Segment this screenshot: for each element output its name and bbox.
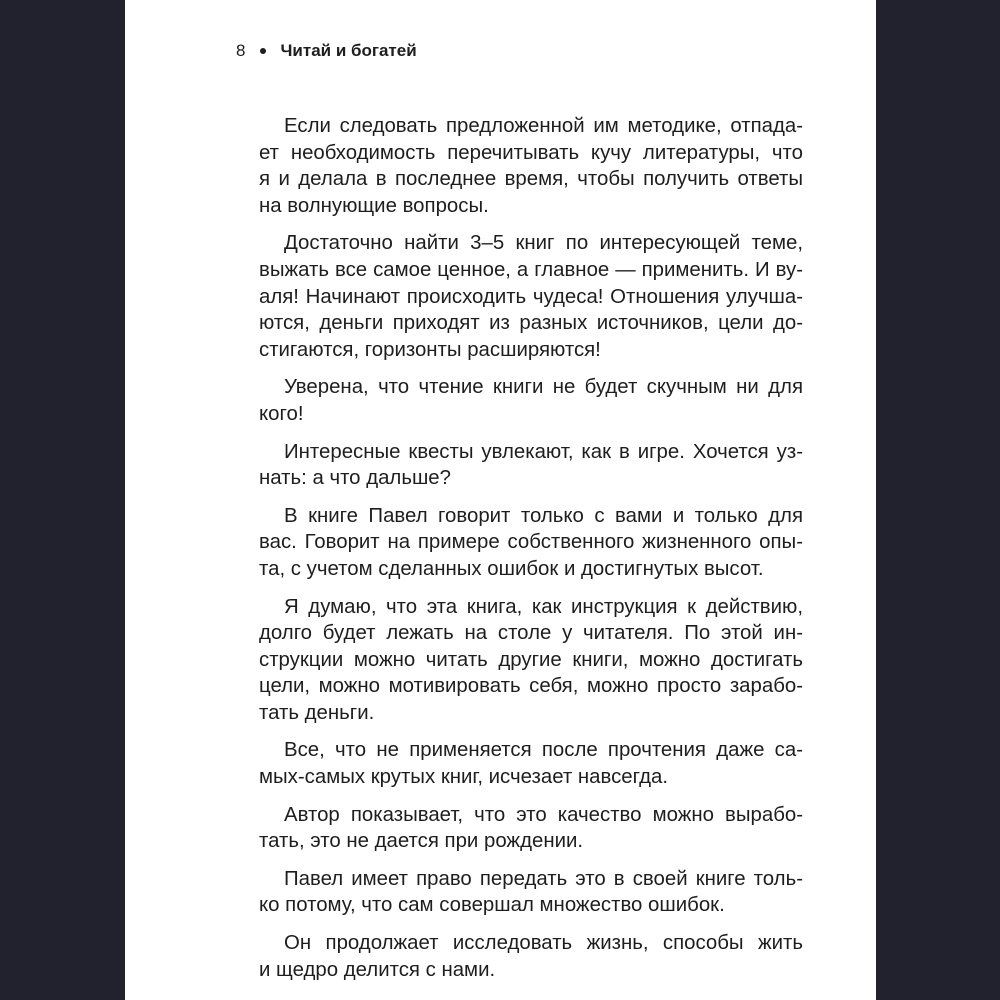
book-page — [125, 0, 876, 1000]
text-line: на волнующие вопросы. — [259, 194, 489, 217]
text-line: та, с учетом сделанных ошибок и достигнутых высот. — [259, 557, 764, 580]
text-line: тать, это не дается при рождении. — [259, 830, 584, 853]
paragraph — [259, 374, 803, 427]
text-line: Все, что не применяется после прочтения даже са- — [284, 739, 803, 762]
paragraph — [259, 113, 803, 219]
text-line: я и делала в последнее время, чтобы получить ответы — [259, 168, 803, 191]
text-line: тать деньги. — [259, 701, 375, 724]
paragraph — [259, 594, 803, 727]
text-line: нать: а что дальше? — [259, 467, 451, 490]
text-line: Автор показывает, что это качество можно вырабо- — [284, 803, 803, 826]
text-line: Если следовать предложенной им методике, отпада- — [284, 115, 803, 137]
text-line: аля! Начинают происходить чудеса! Отношения улучша- — [259, 285, 803, 308]
paragraph — [259, 503, 803, 583]
text-line: Достаточно найти 3–5 книг по интересующей теме, — [284, 232, 803, 255]
running-head — [236, 38, 417, 64]
text-line: ются, деньги приходят из разных источников, цели до- — [259, 312, 803, 335]
text-line: Павел имеет право передать это в своей книге толь- — [284, 867, 803, 890]
text-line: Уверена, что чтение книги не будет скучным ни для — [284, 376, 803, 399]
text-line: выжать все самое ценное, а главное — применить. И ву- — [259, 258, 803, 281]
text-line: Он продолжает исследовать жизнь, способы жить — [284, 932, 803, 955]
text-line: вас. Говорит на примере собственного жизненного опы- — [259, 531, 803, 554]
text-line: струкции можно читать другие книги, можно достигать — [259, 648, 803, 671]
page-number: 8 — [236, 41, 246, 60]
text-line: стигаются, горизонты расширяются! — [259, 338, 601, 361]
text-line: Интересные квесты увлекают, как в игре. Хочется уз- — [284, 440, 803, 463]
paragraph — [259, 230, 803, 363]
bullet-separator — [260, 48, 266, 54]
text-line: Я думаю, что эта книга, как инструкция к действию, — [284, 595, 803, 618]
text-line: долго будет лежать на столе у читателя. По этой ин- — [259, 622, 803, 645]
text-line: и щедро делится с нами. — [259, 958, 496, 981]
paragraph — [259, 737, 803, 790]
text-line: цели, можно мотивировать себя, можно просто зарабо- — [259, 675, 803, 698]
text-line: мых-самых крутых книг, исчезает навсегда. — [259, 766, 669, 789]
book-title: Читай и богатей — [280, 41, 417, 60]
body-text — [259, 113, 803, 994]
text-line: ет необходимость перечитывать кучу литературы, что — [259, 141, 803, 164]
text-line: ко потому, что сам совершал множество ошибок. — [259, 894, 725, 917]
text-line: кого! — [259, 402, 304, 425]
paragraph — [259, 439, 803, 492]
paragraph — [259, 930, 803, 983]
text-line: В книге Павел говорит только с вами и только для — [284, 504, 803, 527]
paragraph — [259, 866, 803, 919]
paragraph — [259, 802, 803, 855]
